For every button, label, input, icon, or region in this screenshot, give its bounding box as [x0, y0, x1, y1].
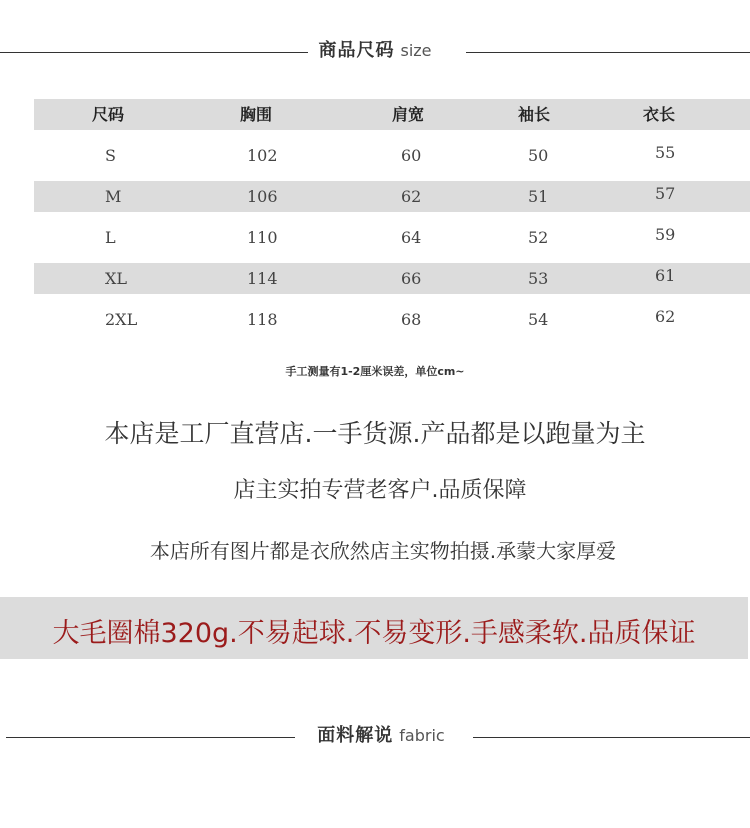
table-cell: 51 — [528, 187, 549, 206]
header-size: 尺码 — [92, 105, 125, 124]
size-heading-en: size — [400, 41, 432, 60]
table-cell: 66 — [401, 269, 422, 288]
table-cell: 62 — [401, 187, 422, 206]
size-heading — [0, 36, 750, 62]
table-cell: 53 — [528, 269, 549, 288]
feature-banner-text: 大毛圈棉320g.不易起球.不易变形.手感柔软.品质保证 — [52, 618, 696, 649]
table-row — [34, 222, 750, 253]
table-cell: M — [105, 187, 122, 206]
table-cell: 60 — [401, 146, 422, 165]
table-row — [34, 140, 750, 171]
size-table — [34, 99, 750, 345]
table-cell: 59 — [655, 225, 676, 244]
header-chest: 胸围 — [240, 105, 273, 124]
table-cell: 61 — [655, 266, 676, 285]
table-cell: L — [105, 228, 116, 247]
measurement-note: 手工测量有1-2厘米误差，单位cm~ — [285, 365, 465, 378]
feature-banner — [0, 597, 748, 659]
photo-statement: 本店所有图片都是衣欣然店主实物拍摄.承蒙大家厚爱 — [149, 539, 617, 563]
header-sleeve: 袖长 — [518, 105, 551, 124]
size-table-header — [34, 99, 750, 130]
table-cell: 114 — [247, 269, 278, 288]
table-row — [34, 304, 750, 335]
table-cell: 54 — [528, 310, 549, 329]
table-cell: 62 — [655, 307, 676, 326]
table-cell: 52 — [528, 228, 549, 247]
size-heading-cn: 商品尺码 — [318, 40, 395, 61]
table-cell: 106 — [247, 187, 278, 206]
table-cell: 68 — [401, 310, 422, 329]
table-cell: 2XL — [105, 310, 138, 329]
fabric-heading-cn: 面料解说 — [317, 725, 394, 746]
owner-statement: 店主实拍专营老客户.品质保障 — [233, 478, 527, 503]
factory-statement: 本店是工厂直营店.一手货源.产品都是以跑量为主 — [104, 419, 646, 448]
table-row — [34, 181, 750, 212]
header-length: 衣长 — [643, 105, 676, 124]
fabric-heading-en: fabric — [399, 726, 445, 745]
header-shoulder: 肩宽 — [392, 105, 425, 124]
table-cell: 110 — [247, 228, 278, 247]
table-cell: 118 — [247, 310, 278, 329]
table-cell: 102 — [247, 146, 278, 165]
table-cell: 50 — [528, 146, 549, 165]
table-cell: 64 — [401, 228, 422, 247]
table-cell: XL — [105, 269, 128, 288]
table-cell: 55 — [655, 143, 676, 162]
table-cell: S — [105, 146, 116, 165]
fabric-heading — [6, 721, 750, 747]
table-row — [34, 263, 750, 294]
table-cell: 57 — [655, 184, 676, 203]
